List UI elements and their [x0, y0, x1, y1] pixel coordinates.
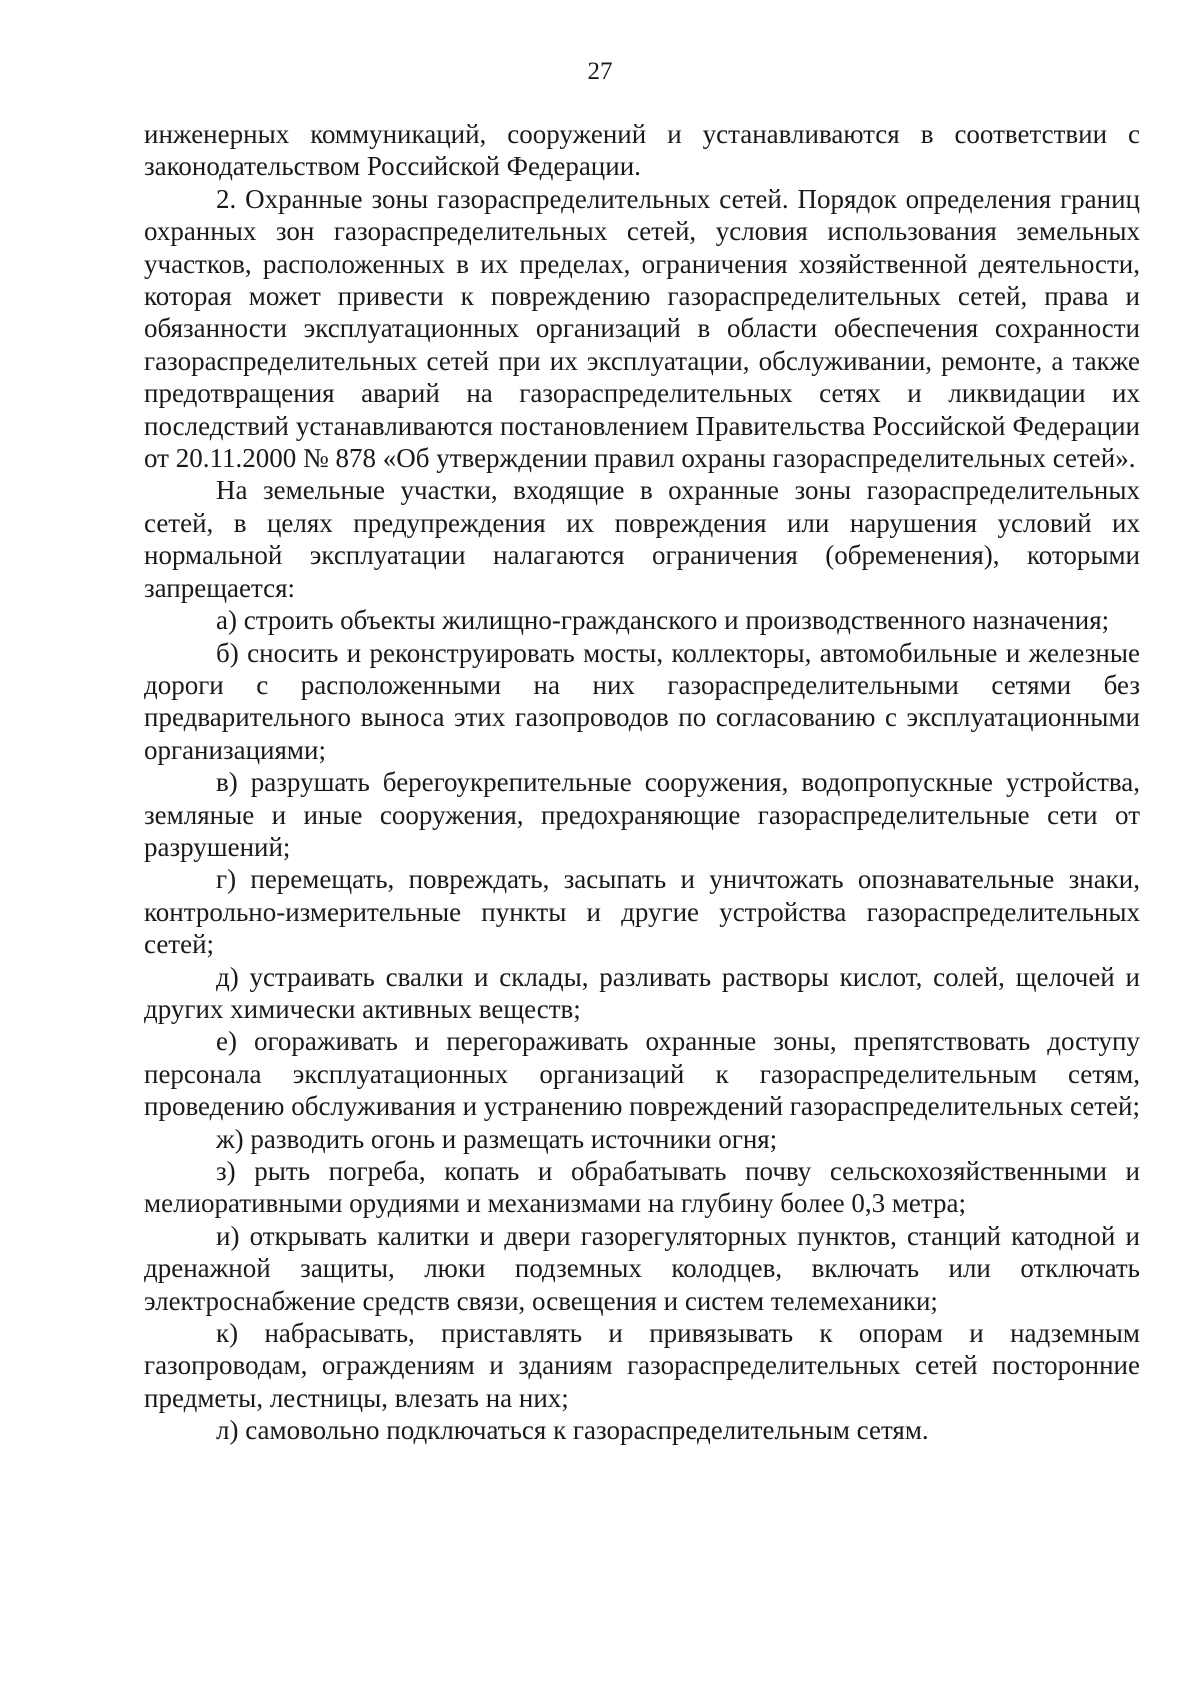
- list-item-e: е) огораживать и перегораживать охранные зоны, препятствовать доступу персонала эксплуатационных организаций к газораспределительным сетям, проведению обслуживания и устранению повреждений газораспределительных сетей;: [144, 1026, 1140, 1122]
- list-item-z: з) рыть погреба, копать и обрабатывать почву сельскохозяйственными и мелиоративными орудиями и механизмами на глубину более 0,3 метра;: [144, 1156, 1140, 1219]
- list-item-l: л) самовольно подключаться к газораспределительным сетям.: [216, 1415, 929, 1446]
- document-body: [144, 118, 1140, 1447]
- paragraph-restrictions-intro: На земельные участки, входящие в охранные зоны газораспределительных сетей, в целях предупреждения их повреждения или нарушения условий их нормальной эксплуатации налагаются ограничения (обременения), которыми запрещается:: [144, 475, 1140, 603]
- list-item-g: г) перемещать, повреждать, засыпать и уничтожать опознавательные знаки, контрольно-измерительные пункты и другие устройства газораспределительных сетей;: [144, 864, 1140, 960]
- page-number: 27: [587, 58, 613, 85]
- paragraph-section-2: 2. Охранные зоны газораспределительных сетей. Порядок определения границ охранных зон газораспределительных сетей, условия использования земельных участков, расположенных в их пределах, ограничения хозяйственной деятельности, которая может привести к повреждению газораспределительных сетей, права и обязанности эксплуатационных организаций в области обеспечения сохранности газораспределительных сетей при их эксплуатации, обслуживании, ремонте, а также предотвращения аварий на газораспределительных сетях и ликвидации их последствий устанавливаются постановлением Правительства Российской Федерации от 20.11.2000 № 878 «Об утверждении правил охраны газораспределительных сетей».: [144, 183, 1140, 474]
- list-item-v: в) разрушать берегоукрепительные сооружения, водопропускные устройства, земляные и иные сооружения, предохраняющие газораспределительные сети от разрушений;: [144, 767, 1140, 862]
- list-item-k: к) набрасывать, приставлять и привязывать к опорам и надземным газопроводам, ограждениям и зданиям газораспределительных сетей посторонние предметы, лестницы, влезать на них;: [144, 1318, 1140, 1413]
- list-item-zh: ж) разводить огонь и размещать источники огня;: [216, 1123, 778, 1154]
- paragraph-continuation: инженерных коммуникаций, сооружений и устанавливаются в соответствии с законодательством Российской Федерации.: [144, 119, 1140, 182]
- list-item-a: а) строить объекты жилищно-гражданского и производственного назначения;: [216, 605, 1110, 636]
- list-item-d: д) устраивать свалки и склады, разливать растворы кислот, солей, щелочей и других химически активных веществ;: [144, 961, 1140, 1024]
- list-item-i: и) открывать калитки и двери газорегуляторных пунктов, станций катодной и дренажной защиты, люки подземных колодцев, включать или отключать электроснабжение средств связи, освещения и систем телемеханики;: [144, 1220, 1140, 1316]
- list-item-b: б) сносить и реконструировать мосты, коллекторы, автомобильные и железные дороги с расположенными на них газораспределительными сетями без предварительного выноса этих газопроводов по согласованию с эксплуатационными организациями;: [144, 637, 1140, 765]
